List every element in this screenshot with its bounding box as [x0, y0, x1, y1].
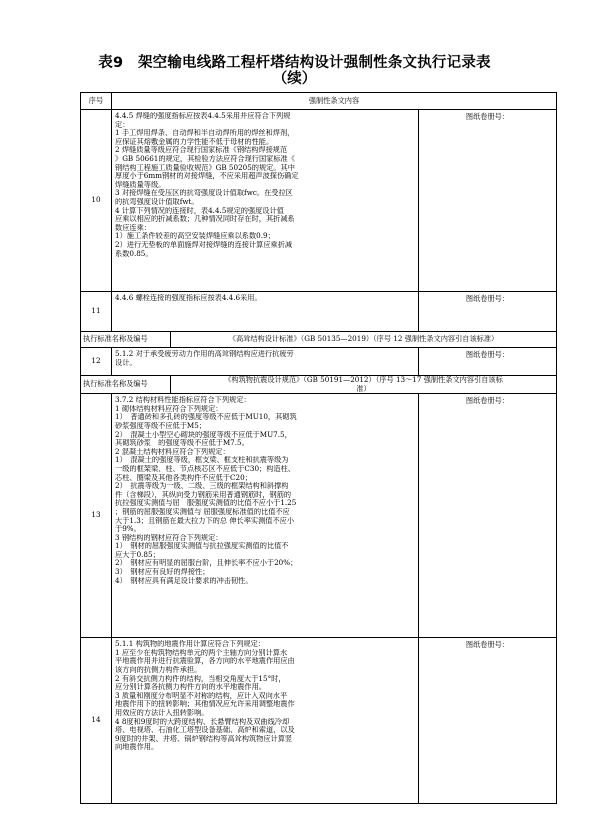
record-table: [80, 92, 557, 804]
row-number: 13: [81, 394, 112, 638]
clause-text-line: 塔、电视塔、石油化工塔型设备基础、高炉和索道，以及: [115, 726, 295, 735]
clause-text-line: 4 8度和9度时的大跨度结构、长悬臂结构及双曲线冷却: [115, 717, 290, 726]
drawing-volume-label: 图纸卷册号：: [419, 110, 557, 292]
clause-content: [112, 348, 419, 376]
standard-text-line: 《构筑物抗震设计规范》（GB 50191—2012）（序号 13～17 强制性条文内容引自该标: [224, 376, 503, 384]
clause-text-line: 的抗弯强度设计值取fwt。: [115, 197, 199, 206]
clause-text-line: 1 手工焊用焊条、自动焊和半自动焊所用的焊丝和焊剂，: [115, 129, 295, 138]
clause-text-line: 1） 混凝土的强度等级，框支梁、框支柱和抗震等级为: [115, 456, 289, 465]
clause-text-line: 应分别计算各抗侧力构件方向的水平地震作用。: [115, 683, 266, 692]
page-subtitle: （续）: [272, 71, 317, 87]
clause-text-line: 3） 钢材应有良好的焊接性；: [115, 568, 210, 577]
clause-text-line: 系数0.85。: [115, 249, 153, 258]
clause-text-line: 2 焊缝质量等级应符合现行国家标准《钢结构焊接规范: [115, 146, 288, 155]
row-number: 11: [81, 292, 112, 332]
clause-text-line: 件（含梯段），其纵向受力钢筋采用普通钢筋时，钢筋的: [115, 490, 292, 499]
clause-text-line: ；钢筋的屈服强度实测值与 屈服强度标准值的比值不应: [115, 507, 290, 516]
standard-name: [171, 332, 557, 348]
clause-text-line: 砂浆强度等级不应低于M5；: [115, 421, 206, 430]
clause-text-line: 1）施工条件较差的高空安装焊缝应乘以系数0.9；: [115, 232, 275, 241]
clause-text-line: 应保证其熔敷金属的力学性能不低于母材的性能。: [115, 137, 274, 146]
clause-row: [81, 638, 557, 804]
clause-text-line: 4 计算下列情况的连接时，表4.4.5规定的强度设计值: [115, 206, 284, 215]
clause-text-line: 大于1.3；且钢筋在最大拉力下的总 伸长率实测值不应小: [115, 516, 295, 525]
clause-content: [112, 110, 419, 292]
clause-text-line: 5.1.2 对于承受疲劳动力作用的高耸钢结构应进行抗疲劳: [115, 350, 294, 358]
clause-text-line: 3 质量和刚度分布明显不对称的结构，应计入双向水平: [115, 691, 288, 700]
clause-content: [112, 638, 419, 804]
clause-text-line: 厚度小于6mm钢材的对接焊缝，不应采用超声波探伤确定: [115, 172, 299, 181]
clause-row: [81, 292, 557, 332]
clause-text-line: 1） 钢材的屈服强度实测值与抗拉强度实测值的比值不: [115, 542, 289, 551]
clause-text-line: 4.4.6 螺栓连接的强度指标应按表4.4.6采用。: [115, 294, 262, 302]
clause-text-line: 焊缝质量等级。: [115, 180, 166, 189]
clause-text-line: 用效应的方法计入扭转影响。: [115, 708, 209, 717]
clause-text-line: 定：: [115, 120, 130, 129]
clause-text-line: 该方向的抗侧力构件承担。: [115, 665, 202, 674]
clause-text-line: 2） 混凝土小型空心砌块的强度等级不应低于MU7.5，: [115, 430, 292, 439]
clause-text-line: 向地震作用。: [115, 743, 159, 752]
clause-text-line: 2 混凝土结构材料应符合下列规定：: [115, 447, 230, 456]
clause-text-line: 4.4.5 焊缝的强度指标应按表4.4.5采用并应符合下列规: [115, 112, 291, 120]
content-header: 强制性条文内容: [112, 93, 557, 110]
clause-text-line: 2）进行无垫板的单面施焊对接焊缝的连接计算应乘折减: [115, 240, 293, 249]
standard-name: [171, 376, 557, 394]
clause-row: [81, 110, 557, 292]
clause-row: [81, 394, 557, 638]
clause-text-line: 设计。: [115, 358, 137, 367]
clause-text-line: 其砌筑砂浆 的强度等级不应低于M7.5。: [115, 439, 249, 448]
page-title: 表9 架空输电线路工程杆塔结构设计强制性条文执行记录表: [98, 55, 491, 71]
row-number: 14: [81, 638, 112, 804]
drawing-volume-label: 图纸卷册号：: [419, 638, 557, 804]
clause-text-line: 2） 钢材应有明显的屈服台阶，且伸长率不应小于20%；: [115, 559, 298, 568]
clause-text-line: 4） 钢材应具有满足设计要求的冲击韧性。: [115, 576, 253, 585]
row-number: 10: [81, 110, 112, 292]
standard-text-line: 准）: [356, 384, 371, 393]
clause-text-line: 1 砌体结构材料应符合下列规定：: [115, 404, 223, 413]
clause-text-line: 9度时的井架、井塔、锅炉钢结构等高耸构筑物应计算竖: [115, 734, 293, 743]
clause-text-line: 1 应至少在构筑物结构单元的两个主轴方向分别计算水: [115, 648, 288, 657]
clause-text-line: 》GB 50661的规定，其检验方法应符合现行国家标准《: [115, 154, 295, 163]
clause-text-line: 1） 普通砖和多孔砖的强度等级不应低于MU10，其砌筑: [115, 413, 297, 422]
header-row: [81, 93, 557, 110]
drawing-volume-label: 图纸卷册号：: [419, 292, 557, 332]
clause-text-line: 2） 抗震等级为一级、二级、三级的框架结构和斜撑构: [115, 482, 289, 491]
clause-text-line: 于9%。: [115, 525, 141, 534]
standard-text-line: 《高耸结构设计标准》（GB 50135—2019）（序号 12 强制性条文内容引自该标准）: [228, 335, 499, 344]
seq-header: 序号: [81, 93, 112, 110]
clause-text-line: 3.7.2 结构材料性能指标应符合下列规定：: [115, 396, 251, 405]
standard-row: [81, 376, 557, 394]
drawing-volume-label: 图纸卷册号：: [419, 394, 557, 638]
standard-label: 执行标准名称及编号: [81, 332, 171, 348]
standard-row: [81, 332, 557, 348]
clause-text-line: 钢结构工程施工质量验收规范》GB 50205的规定。其中: [115, 163, 295, 172]
clause-text-line: 芯柱、圈梁及其他各类构件不应低于C20；: [115, 473, 252, 482]
clause-text-line: 3 钢结构的钢材应符合下列规定：: [115, 533, 223, 542]
clause-content: [112, 394, 419, 638]
clause-text-line: 5.1.1 构筑物的地震作用计算应符合下列规定：: [115, 640, 265, 649]
clause-text-line: 平地震作用并进行抗震验算，各方向的水平地震作用应由: [115, 657, 295, 666]
clause-content: [112, 292, 419, 332]
clause-row: [81, 348, 557, 376]
clause-text-line: 一级的框架梁、柱、节点核芯区不应低于C30；构造柱、: [115, 464, 295, 473]
drawing-volume-label: 图纸卷册号：: [419, 348, 557, 376]
clause-text-line: 地震作用下的扭转影响；其他情况应允许采用调整地震作: [115, 700, 295, 709]
clause-text-line: 2 有斜交抗侧力构件的结构，当相交角度大于15°时，: [115, 674, 286, 683]
standard-label: 执行标准名称及编号: [81, 376, 171, 394]
clause-text-line: 应大于0.85；: [115, 550, 160, 559]
clause-text-line: 应乘以相应的折减系数；几种情况同时存在时，其折减系: [115, 215, 295, 224]
row-number: 12: [81, 348, 112, 376]
clause-text-line: 数应连乘：: [115, 223, 151, 232]
clause-text-line: 3 对接焊缝在受压区的抗弯强度设计值取fwc。在受拉区: [115, 189, 293, 198]
clause-text-line: 抗拉强度实测值与屈 服强度实测值的比值不应小于1.25: [115, 499, 297, 508]
